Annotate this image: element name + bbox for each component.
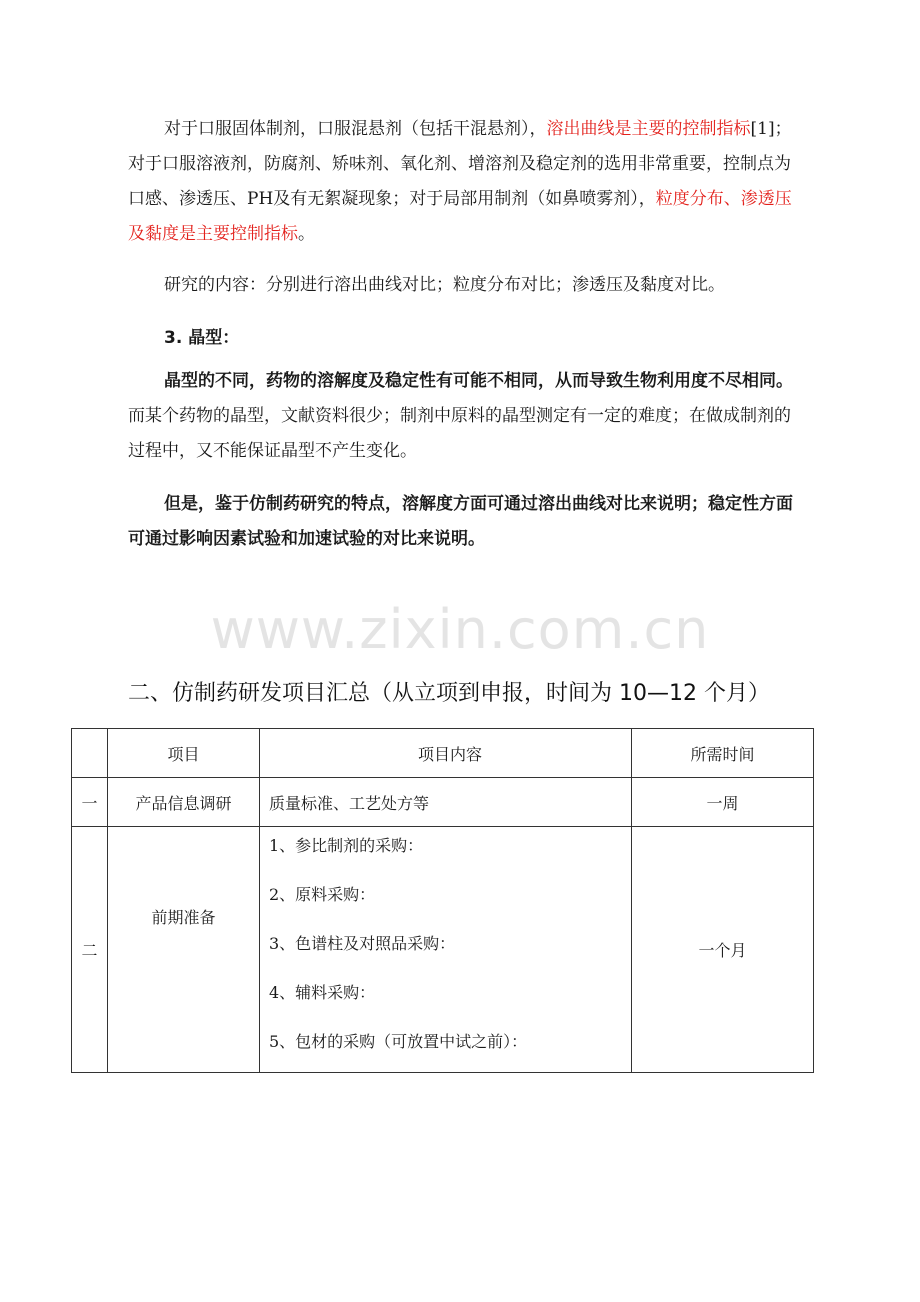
highlighted-text: 溶出曲线是主要的控制指标 (546, 119, 751, 139)
paragraph-crystal-form (128, 364, 796, 469)
header-cell-time: 所需时间 (632, 729, 814, 778)
highlighted-text: 粒度分布、渗透压及黏度是主要控制指标 (128, 189, 792, 244)
header-cell-item: 项目 (108, 729, 260, 778)
table-row (72, 778, 814, 827)
row-number: 二 (72, 827, 108, 1073)
paragraph-text: 。 (298, 224, 315, 244)
row-time: 一周 (632, 778, 814, 827)
list-item: 4、辅料采购： (269, 983, 376, 1002)
row-content (260, 827, 632, 1073)
row-content: 质量标准、工艺处方等 (260, 778, 632, 827)
row-item (108, 827, 260, 1073)
project-summary-table (71, 728, 814, 1073)
header-cell-content: 项目内容 (260, 729, 632, 778)
row-time: 一个月 (632, 827, 814, 1073)
heading-crystal-form: 3. 晶型： (164, 328, 240, 348)
list-item: 3、色谱柱及对照品采购： (269, 934, 456, 953)
row-item: 产品信息调研 (108, 778, 260, 827)
paragraph-text: 而某个药物的晶型，文献资料很少；制剂中原料的晶型测定有一定的难度；在做成制剂的过程中，又不能保证晶型不产生变化。 (128, 406, 791, 461)
row-number: 一 (72, 778, 108, 827)
row-item-label: 前期准备 (151, 908, 216, 927)
bold-text: 晶型的不同，药物的溶解度及稳定性有可能不相同，从而导致生物利用度不尽相同。 (164, 371, 793, 391)
step-list (269, 827, 631, 1072)
paragraph-text: 对于口服固体制剂，口服混悬剂（包括干混悬剂）， (164, 119, 547, 139)
paragraph-research-content: 研究的内容：分别进行溶出曲线对比；粒度分布对比；渗透压及黏度对比。 (164, 275, 725, 295)
paragraph-generic-research: 但是，鉴于仿制药研究的特点，溶解度方面可通过溶出曲线对比来说明；稳定性方面可通过影响因素试验和加速试验的对比来说明。 (128, 494, 793, 549)
list-item: 1、参比制剂的采购： (269, 836, 424, 855)
section-title: 二、仿制药研发项目汇总（从立项到申报，时间为 10—12 个月） (128, 681, 770, 706)
list-item: 5、包材的采购（可放置中试之前）： (269, 1032, 528, 1051)
list-item: 2、原料采购： (269, 885, 376, 904)
paragraph-text: [1]；对于口服溶液剂，防腐剂、矫味剂、氧化剂、增溶剂及稳定剂的选用非常重要，控制点为口感、渗透压、PH及有无絮凝现象；对于局部用制剂（如鼻喷雾剂）， (128, 119, 792, 209)
table-row (72, 827, 814, 1073)
table-header-row (72, 729, 814, 778)
paragraph-dosage-forms (128, 112, 796, 252)
header-cell-index (72, 729, 108, 778)
watermark: www.zixin.com.cn (210, 598, 710, 661)
